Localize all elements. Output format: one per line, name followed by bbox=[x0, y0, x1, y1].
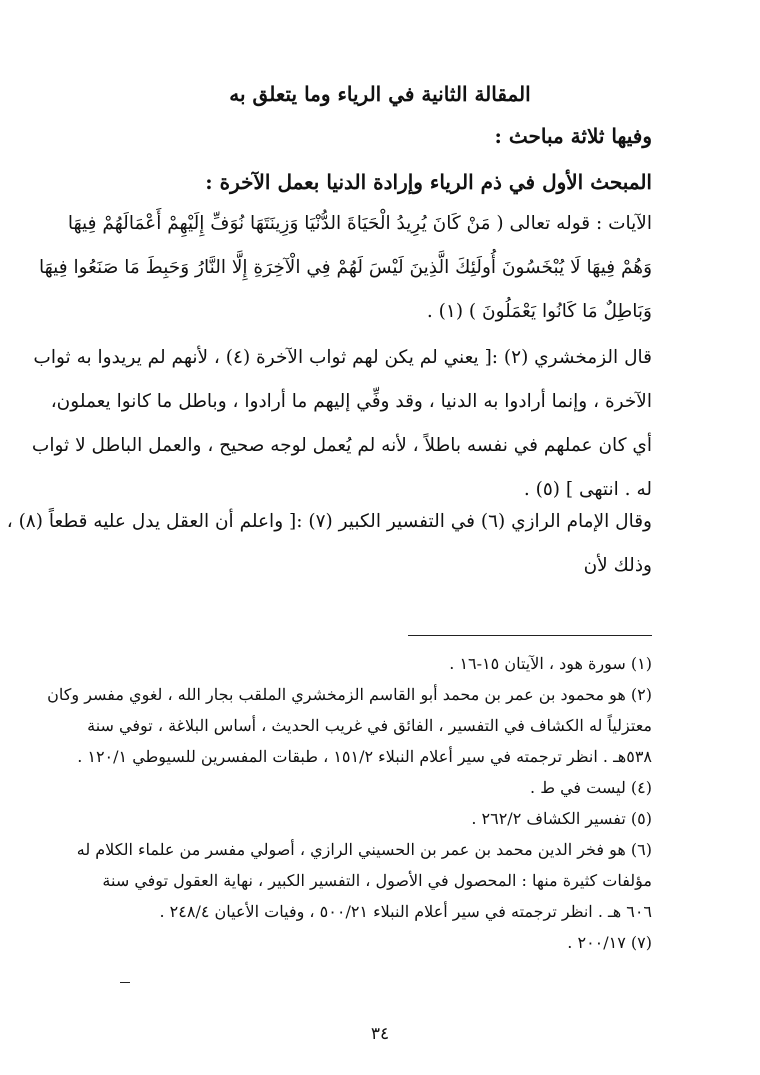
paragraph-line: أي كان عملهم في نفسه باطلاً ، لأنه لم يُعمل لوجه صحيح ، والعمل الباطل لا ثواب bbox=[31, 435, 652, 456]
footnote-line: معتزلياً له الكشاف في التفسير ، الفائق في غريب الحديث ، أساس البلاغة ، توفي سنة bbox=[87, 716, 652, 735]
footnote-6 bbox=[76, 834, 652, 927]
paragraph-line: الآخرة ، وإنما أرادوا به الدنيا ، وقد وفِّي إليهم ما أرادوا ، وباطل ما كانوا يعملون، bbox=[50, 391, 652, 412]
verse-line: وَبَاطِلٌ مَا كَانُوا يَعْمَلُونَ ) (١) . bbox=[426, 301, 652, 322]
footnotes bbox=[47, 648, 652, 958]
footnote-separator bbox=[408, 635, 652, 636]
section-heading: المبحث الأول في ذم الرياء وإرادة الدنيا بعمل الآخرة : bbox=[205, 170, 652, 194]
razi-paragraph bbox=[6, 500, 652, 588]
paragraph-line: له . انتهى ] (٥) . bbox=[523, 479, 652, 500]
verse-line: وَهُمْ فِيهَا لَا يُبْخَسُونَ أُولَئِكَ الَّذِينَ لَيْسَ لَهُمْ فِي الْآخِرَةِ إِلَّا النَّارُ وَحَبِطَ مَا صَنَعُوا فِيهَا bbox=[38, 257, 652, 278]
footnote-line: ٦٠٦ هـ . انظر ترجمته في سير أعلام النبلاء ٥٠٠/٢١ ، وفيات الأعيان ٢٤٨/٤ . bbox=[159, 902, 652, 921]
footnote-line: (٧) ٢٠٠/١٧ . bbox=[567, 933, 652, 952]
footnote-1 bbox=[80, 648, 652, 679]
footnote-line: مؤلفات كثيرة منها : المحصول في الأصول ، التفسير الكبير ، نهاية العقول توفي سنة bbox=[102, 871, 652, 890]
footnote-line: (١) سورة هود ، الآيتان ١٥-١٦ . bbox=[449, 654, 652, 673]
footnote-line: (٥) تفسير الكشاف ٢٦٢/٢ . bbox=[471, 809, 652, 828]
footnote-4 bbox=[80, 772, 652, 803]
verse-line: الآيات : قوله تعالى ( مَنْ كَانَ يُرِيدُ الْحَيَاةَ الدُّنْيَا وَزِينَتَهَا نُوَفِّ إِلَيْهِمْ أَعْمَالَهُمْ فِيهَا bbox=[67, 213, 652, 234]
margin-dash bbox=[120, 982, 130, 983]
zamakhshari-paragraph bbox=[31, 336, 652, 512]
verses-paragraph bbox=[38, 202, 652, 334]
paragraph-line: قال الزمخشري (٢) :[ يعني لم يكن لهم ثواب الآخرة (٤) ، لأنهم لم يريدوا به ثواب bbox=[33, 347, 652, 368]
paragraph-line: وذلك لأن bbox=[583, 555, 652, 576]
footnote-5 bbox=[80, 803, 652, 834]
footnote-line: (٦) هو فخر الدين محمد بن عمر بن الحسيني الرازي ، أصولي مفسر من علماء الكلام له bbox=[76, 840, 652, 859]
footnote-line: ٥٣٨هـ . انظر ترجمته في سير أعلام النبلاء ١٥١/٢ ، طبقات المفسرين للسيوطي ١٢٠/١ . bbox=[77, 747, 652, 766]
intro-heading: وفيها ثلاثة مباحث : bbox=[494, 124, 652, 148]
footnote-7 bbox=[80, 927, 652, 958]
footnote-line: (٢) هو محمود بن عمر بن محمد أبو القاسم الزمخشري الملقب بجار الله ، لغوي مفسر وكان bbox=[47, 685, 652, 704]
page-title: المقالة الثانية في الرياء وما يتعلق به bbox=[229, 82, 531, 106]
footnote-line: (٤) ليست في ط . bbox=[530, 778, 652, 797]
paragraph-line: وقال الإمام الرازي (٦) في التفسير الكبير (٧) :[ واعلم أن العقل يدل عليه قطعاً (٨) ، bbox=[6, 511, 652, 532]
page-number: ٣٤ bbox=[370, 1024, 390, 1044]
footnote-2 bbox=[47, 679, 652, 772]
